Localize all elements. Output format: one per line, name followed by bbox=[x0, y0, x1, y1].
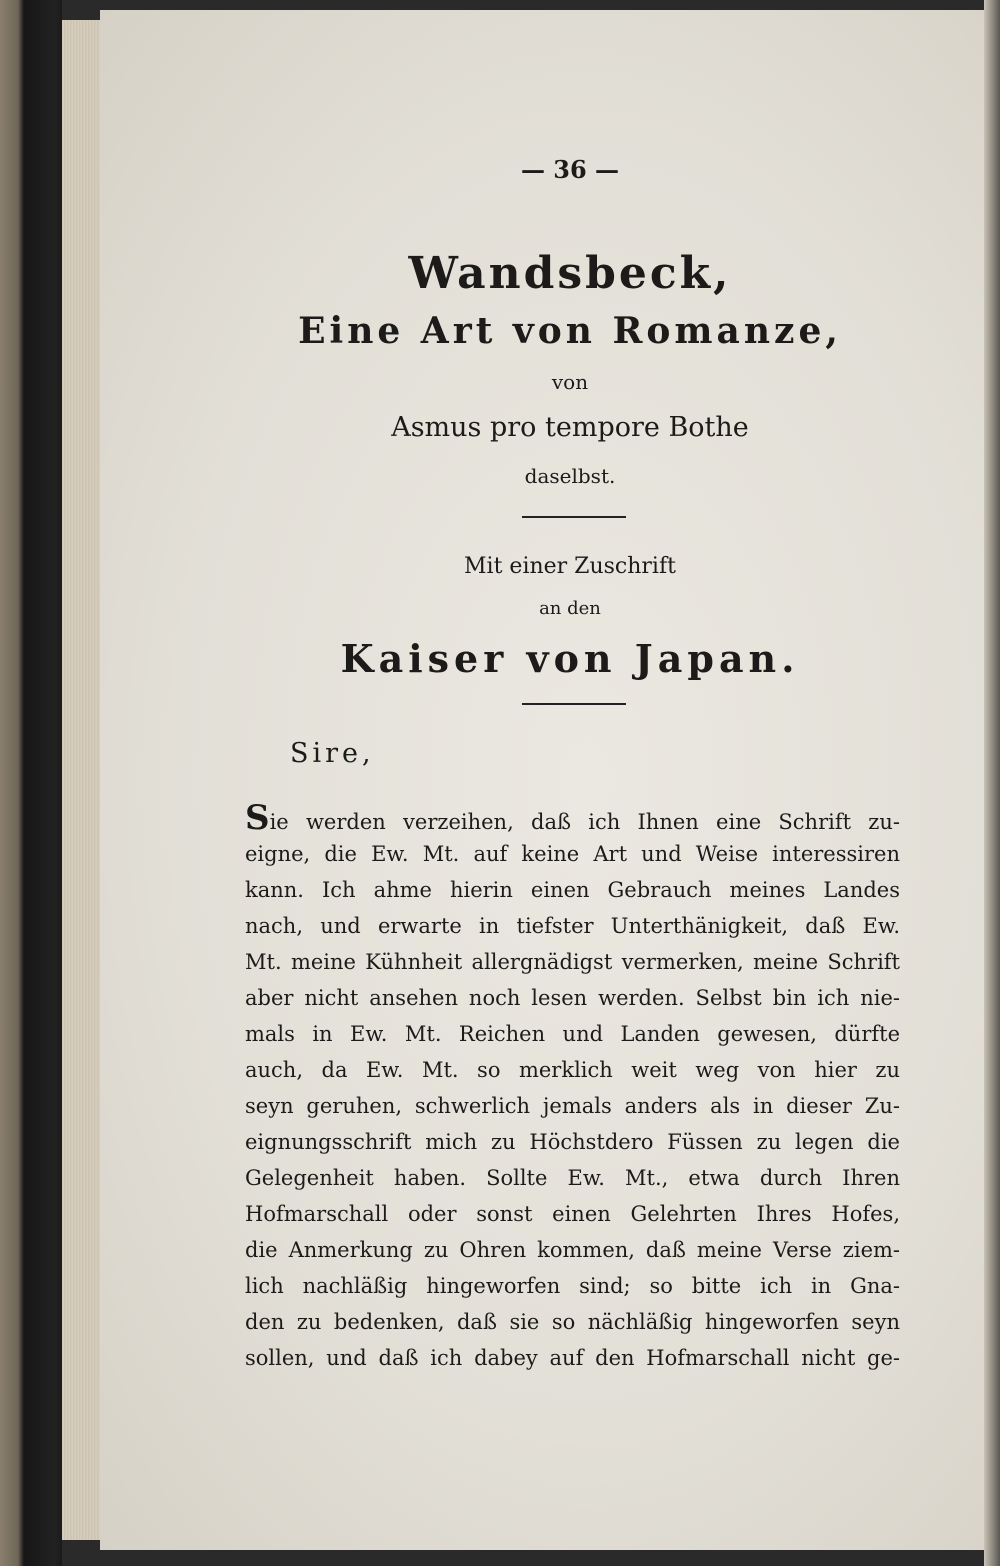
text-line: mals in Ew. Mt. Reichen und Landen gewesen, dürfte bbox=[245, 1022, 900, 1046]
by-line: von bbox=[551, 370, 589, 394]
text-line: die Anmerkung zu Ohren kommen, daß meine Verse ziem- bbox=[245, 1238, 900, 1262]
divider-rule bbox=[522, 703, 626, 705]
subtitle: Eine Art von Romanze, bbox=[298, 310, 842, 352]
title: Wandsbeck, bbox=[408, 248, 732, 299]
text-line: lich nachläßig hingeworfen sind; so bitte ich in Gna- bbox=[245, 1274, 900, 1298]
author: Asmus pro tempore Bothe bbox=[391, 412, 749, 443]
text-line: kann. Ich ahme hierin einen Gebrauch meines Landes bbox=[245, 878, 900, 902]
text-line: Hofmarschall oder sonst einen Gelehrten Ihres Hofes, bbox=[245, 1202, 900, 1226]
book-binding bbox=[0, 0, 62, 1566]
text-line: auch, da Ew. Mt. so merklich weit weg von hier zu bbox=[245, 1058, 900, 1082]
body-text bbox=[245, 800, 900, 1376]
text-line: nach, und erwarte in tiefster Unterthänigkeit, daß Ew. bbox=[245, 914, 900, 938]
salutation: Sire, bbox=[290, 738, 375, 769]
text-line: Sie werden verzeihen, daß ich Ihnen eine Schrift zu- bbox=[245, 800, 900, 836]
text-line: den zu bedenken, daß sie so nächläßig hingeworfen seyn bbox=[245, 1310, 900, 1334]
place: daselbst. bbox=[524, 464, 616, 488]
text-line: eigne, die Ew. Mt. auf keine Art und Weise interessiren bbox=[245, 842, 900, 866]
text-line: Mt. meine Kühnheit allergnädigst vermerken, meine Schrift bbox=[245, 950, 900, 974]
dedication-line-1: Mit einer Zuschrift bbox=[464, 554, 676, 579]
divider-rule bbox=[522, 516, 626, 518]
text-line: seyn geruhen, schwerlich jemals anders als in dieser Zu- bbox=[245, 1094, 900, 1118]
text-line: sollen, und daß ich dabey auf den Hofmarschall nicht ge- bbox=[245, 1346, 900, 1370]
text-line: aber nicht ansehen noch lesen werden. Selbst bin ich nie- bbox=[245, 986, 900, 1010]
page-number: — 36 — bbox=[520, 155, 620, 184]
dedication-line-2: an den bbox=[539, 598, 601, 619]
dedicatee: Kaiser von Japan. bbox=[340, 636, 800, 681]
page-right-edge bbox=[984, 0, 1000, 1566]
page-edges bbox=[62, 20, 102, 1540]
text-line: eignungsschrift mich zu Höchstdero Füssen zu legen die bbox=[245, 1130, 900, 1154]
text-line: Gelegenheit haben. Sollte Ew. Mt., etwa durch Ihren bbox=[245, 1166, 900, 1190]
